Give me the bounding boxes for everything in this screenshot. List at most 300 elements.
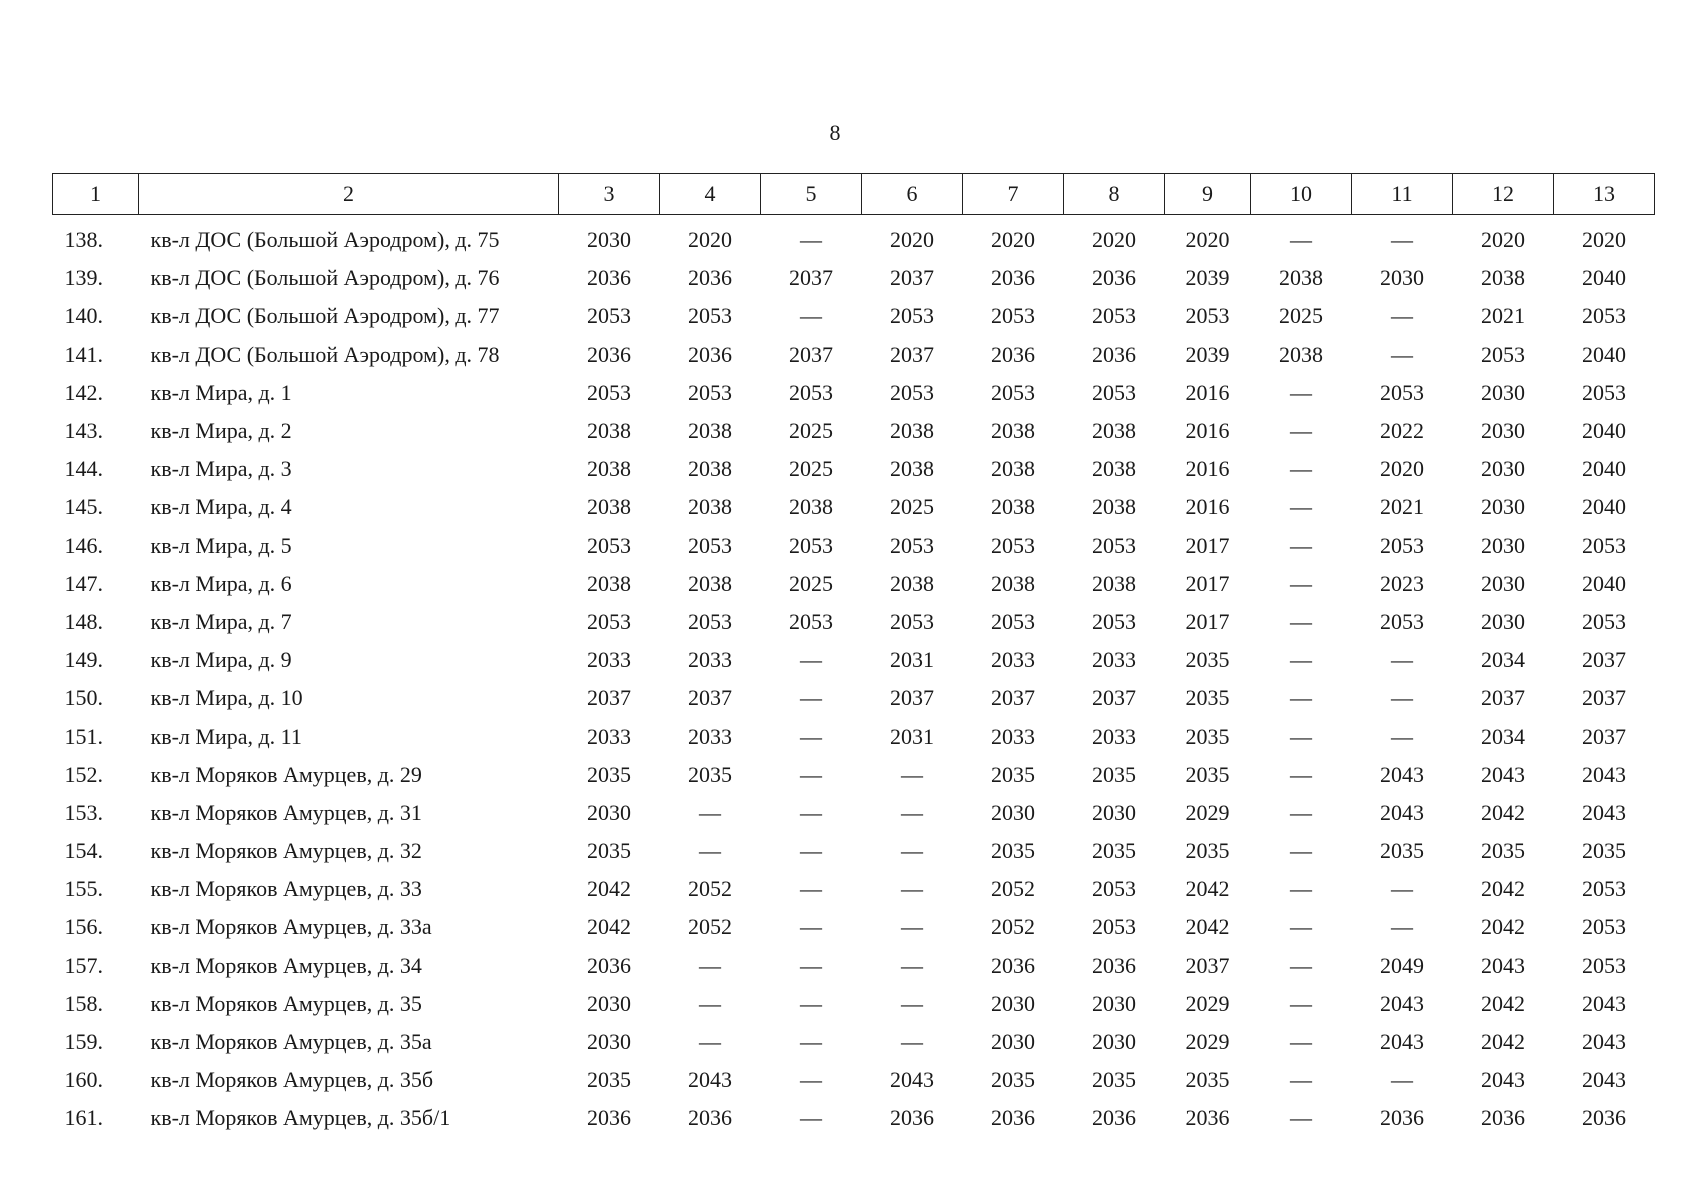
year-cell: 2052 [991,914,1035,940]
address-cell: кв-л Мира, д. 11 [150,723,302,749]
year-cell: 2030 [1481,456,1525,482]
year-cell: 2035 [1185,647,1230,673]
year-cell: 2030 [1092,799,1136,825]
year-cell: 2052 [688,876,732,902]
year-cell: — [1290,990,1312,1016]
year-cell: 2025 [789,456,833,482]
year-cell: 2036 [1481,1105,1525,1131]
year-cell: 2040 [1582,494,1626,520]
year-cell: 2035 [1185,685,1230,711]
year-cell: 2053 [688,608,732,634]
address-cell: кв-л Моряков Амурцев, д. 35б/1 [150,1105,451,1131]
year-cell: 2039 [1185,265,1230,291]
year-cell: 2053 [587,379,631,405]
year-cell: 2042 [1185,876,1230,902]
year-cell: — [1290,723,1312,749]
year-cell: 2053 [688,303,732,329]
year-cell: 2033 [1092,647,1136,673]
year-cell: 2053 [1185,303,1230,329]
column-header: 8 [1064,174,1165,215]
year-cell: 2036 [688,265,732,291]
year-cell: 2053 [890,303,934,329]
year-cell: — [800,799,822,825]
column-header: 7 [963,174,1064,215]
year-cell: — [1290,227,1312,253]
year-cell: 2043 [688,1067,732,1093]
year-cell: 2036 [1185,1105,1230,1131]
year-cell: 2020 [688,227,732,253]
address-cell: кв-л Моряков Амурцев, д. 34 [150,952,422,978]
address-cell: кв-л Моряков Амурцев, д. 29 [150,761,422,787]
row-number: 153. [64,799,103,825]
year-cell: 2053 [587,532,631,558]
year-cell: — [1290,418,1312,444]
year-cell: — [901,761,923,787]
year-cell: 2053 [789,532,833,558]
year-cell: 2030 [1481,418,1525,444]
table-row [53,1099,1655,1137]
year-cell: — [1391,685,1413,711]
year-cell: 2020 [1380,456,1424,482]
year-cell: 2053 [1582,876,1626,902]
year-cell: 2029 [1185,1029,1230,1055]
year-cell: 2043 [1582,1067,1626,1093]
year-cell: 2030 [587,1029,631,1055]
year-cell: 2053 [1481,341,1525,367]
row-number: 148. [64,608,103,634]
year-cell: 2038 [1279,265,1323,291]
year-cell: 2033 [1092,723,1136,749]
header-row [53,174,1655,215]
row-number: 155. [64,876,103,902]
year-cell: 2036 [991,952,1035,978]
year-cell: 2052 [991,876,1035,902]
year-cell: 2035 [1582,838,1626,864]
column-header: 9 [1165,174,1251,215]
year-cell: 2040 [1582,418,1626,444]
column-header: 10 [1251,174,1352,215]
column-header: 5 [761,174,862,215]
year-cell: 2035 [1380,838,1424,864]
year-cell: — [1290,456,1312,482]
year-cell: 2035 [1185,1067,1230,1093]
year-cell: — [1290,494,1312,520]
table-row [53,603,1655,641]
year-cell: 2035 [1092,761,1136,787]
year-cell: — [1290,838,1312,864]
table-row [53,832,1655,870]
year-cell: 2038 [587,456,631,482]
year-cell: 2033 [688,647,732,673]
table-row [53,1023,1655,1061]
year-cell: — [1290,761,1312,787]
year-cell: 2038 [1279,341,1323,367]
year-cell: 2053 [1582,952,1626,978]
year-cell: — [800,1029,822,1055]
address-cell: кв-л Моряков Амурцев, д. 35а [150,1029,432,1055]
year-cell: 2042 [1481,876,1525,902]
year-cell: 2037 [587,685,631,711]
year-cell: 2053 [1092,532,1136,558]
year-cell: 2016 [1185,379,1230,405]
row-number: 139. [64,265,103,291]
page-number: 8 [829,120,841,145]
year-cell: 2053 [1582,379,1626,405]
address-cell: кв-л Мира, д. 2 [150,418,292,444]
year-cell: 2036 [1092,265,1136,291]
row-number: 157. [64,952,103,978]
year-cell: — [901,876,923,902]
year-cell: 2043 [1481,761,1525,787]
year-cell: 2035 [1092,1067,1136,1093]
row-number: 161. [64,1105,103,1131]
row-number: 145. [64,494,103,520]
year-cell: — [1391,1067,1413,1093]
year-cell: — [699,799,721,825]
year-cell: 2043 [890,1067,934,1093]
table-row [53,297,1655,335]
table-row [53,215,1655,260]
year-cell: 2031 [890,723,934,749]
address-cell: кв-л ДОС (Большой Аэродром), д. 75 [150,227,500,253]
year-cell: — [699,1029,721,1055]
year-cell: 2053 [991,608,1035,634]
year-cell: 2036 [991,341,1035,367]
year-cell: — [800,1105,822,1131]
table-row [53,527,1655,565]
year-cell: 2033 [587,647,631,673]
year-cell: 2040 [1582,341,1626,367]
row-number: 156. [64,914,103,940]
year-cell: 2053 [587,303,631,329]
table-row [53,679,1655,717]
year-cell: 2042 [1185,914,1230,940]
year-cell: 2037 [1092,685,1136,711]
year-cell: 2037 [789,341,833,367]
year-cell: 2053 [789,379,833,405]
year-cell: 2037 [1185,952,1230,978]
year-cell: 2035 [991,838,1035,864]
year-cell: 2053 [890,608,934,634]
address-cell: кв-л Мира, д. 4 [150,494,292,520]
year-cell: 2034 [1481,723,1525,749]
year-cell: 2030 [1481,494,1525,520]
table-row [53,565,1655,603]
year-cell: 2038 [991,494,1035,520]
year-cell: 2053 [991,532,1035,558]
year-cell: 2035 [991,761,1035,787]
address-cell: кв-л Мира, д. 1 [150,379,292,405]
year-cell: 2035 [587,838,631,864]
year-cell: 2030 [991,990,1035,1016]
row-number: 151. [64,723,103,749]
year-cell: 2043 [1380,761,1424,787]
year-cell: 2053 [1380,532,1424,558]
year-cell: 2038 [1092,456,1136,482]
year-cell: 2038 [1092,494,1136,520]
year-cell: 2040 [1582,456,1626,482]
year-cell: 2043 [1582,990,1626,1016]
year-cell: 2042 [1481,1029,1525,1055]
year-cell: — [800,723,822,749]
table-header [53,174,1655,215]
table-row [53,870,1655,908]
year-cell: — [1290,1067,1312,1093]
year-cell: 2037 [890,265,934,291]
year-cell: 2033 [991,723,1035,749]
year-cell: 2020 [991,227,1035,253]
row-number: 138. [64,227,103,253]
year-cell: 2020 [890,227,934,253]
year-cell: 2034 [1481,647,1525,673]
year-cell: 2038 [890,456,934,482]
year-cell: 2037 [1582,647,1626,673]
year-cell: 2042 [587,914,631,940]
schedule-table [52,173,1655,1138]
year-cell: — [1290,379,1312,405]
row-number: 140. [64,303,103,329]
year-cell: 2036 [587,265,631,291]
row-number: 160. [64,1067,103,1093]
year-cell: 2017 [1185,570,1230,596]
year-cell: 2035 [1185,838,1230,864]
row-number: 141. [64,341,103,367]
year-cell: 2038 [890,418,934,444]
year-cell: 2036 [688,341,732,367]
year-cell: 2038 [1092,570,1136,596]
address-cell: кв-л Мира, д. 5 [150,532,292,558]
year-cell: 2033 [991,647,1035,673]
year-cell: 2036 [991,1105,1035,1131]
year-cell: — [800,303,822,329]
year-cell: 2035 [587,761,631,787]
year-cell: 2036 [587,952,631,978]
year-cell: 2035 [688,761,732,787]
year-cell: 2043 [1582,1029,1626,1055]
year-cell: 2031 [890,647,934,673]
year-cell: 2025 [789,418,833,444]
table-row [53,374,1655,412]
year-cell: 2052 [688,914,732,940]
year-cell: 2035 [587,1067,631,1093]
year-cell: 2040 [1582,570,1626,596]
year-cell: — [1290,799,1312,825]
year-cell: 2036 [1582,1105,1626,1131]
table-row [53,488,1655,526]
year-cell: 2030 [1481,608,1525,634]
year-cell: — [800,838,822,864]
year-cell: — [901,914,923,940]
year-cell: 2037 [1582,685,1626,711]
year-cell: — [800,990,822,1016]
year-cell: 2037 [991,685,1035,711]
year-cell: 2038 [587,570,631,596]
year-cell: 2037 [789,265,833,291]
table-row [53,908,1655,946]
year-cell: 2053 [1092,876,1136,902]
year-cell: 2021 [1380,494,1424,520]
year-cell: 2035 [991,1067,1035,1093]
year-cell: 2043 [1481,1067,1525,1093]
table-row [53,336,1655,374]
year-cell: 2022 [1380,418,1424,444]
table-row [53,947,1655,985]
column-header: 2 [139,174,559,215]
year-cell: — [1290,1029,1312,1055]
year-cell: 2036 [1092,952,1136,978]
year-cell: 2038 [890,570,934,596]
column-header: 1 [53,174,139,215]
year-cell: 2053 [688,379,732,405]
row-number: 159. [64,1029,103,1055]
year-cell: 2038 [688,570,732,596]
year-cell: 2043 [1380,1029,1424,1055]
year-cell: 2042 [1481,799,1525,825]
year-cell: 2030 [587,799,631,825]
year-cell: — [901,838,923,864]
year-cell: 2038 [688,456,732,482]
address-cell: кв-л Моряков Амурцев, д. 33 [150,876,422,902]
year-cell: — [800,227,822,253]
year-cell: — [1391,303,1413,329]
year-cell: 2016 [1185,494,1230,520]
year-cell: 2021 [1481,303,1525,329]
year-cell: 2043 [1582,761,1626,787]
year-cell: 2040 [1582,265,1626,291]
year-cell: 2043 [1582,799,1626,825]
year-cell: 2038 [789,494,833,520]
column-header: 12 [1453,174,1554,215]
year-cell: 2029 [1185,990,1230,1016]
year-cell: — [901,799,923,825]
year-cell: 2030 [1481,532,1525,558]
year-cell: — [1391,647,1413,673]
year-cell: 2049 [1380,952,1424,978]
table-row [53,717,1655,755]
year-cell: 2017 [1185,608,1230,634]
year-cell: — [699,990,721,1016]
column-header: 11 [1352,174,1453,215]
year-cell: 2016 [1185,418,1230,444]
year-cell: 2037 [890,685,934,711]
row-number: 143. [64,418,103,444]
table-row [53,985,1655,1023]
year-cell: — [1290,1105,1312,1131]
year-cell: 2036 [1092,341,1136,367]
year-cell: 2053 [1092,608,1136,634]
year-cell: 2030 [587,227,631,253]
year-cell: 2038 [991,570,1035,596]
year-cell: 2035 [1185,723,1230,749]
year-cell: — [1290,608,1312,634]
year-cell: 2053 [1582,608,1626,634]
year-cell: — [1290,685,1312,711]
year-cell: 2030 [991,799,1035,825]
row-number: 142. [64,379,103,405]
year-cell: 2053 [1092,303,1136,329]
row-number: 146. [64,532,103,558]
year-cell: 2037 [1481,685,1525,711]
year-cell: 2053 [1092,914,1136,940]
year-cell: 2038 [587,418,631,444]
address-cell: кв-л Моряков Амурцев, д. 31 [150,799,422,825]
year-cell: 2053 [688,532,732,558]
year-cell: — [1391,723,1413,749]
year-cell: 2042 [1481,914,1525,940]
year-cell: 2035 [1481,838,1525,864]
year-cell: 2030 [1481,379,1525,405]
year-cell: 2036 [1380,1105,1424,1131]
year-cell: — [800,1067,822,1093]
address-cell: кв-л Мира, д. 6 [150,570,292,596]
year-cell: 2020 [1582,227,1626,253]
year-cell: 2035 [1185,761,1230,787]
year-cell: 2038 [991,456,1035,482]
year-cell: — [699,838,721,864]
table-row [53,1061,1655,1099]
table-row [53,794,1655,832]
year-cell: 2043 [1380,990,1424,1016]
year-cell: 2038 [1092,418,1136,444]
year-cell: — [800,761,822,787]
address-cell: кв-л ДОС (Большой Аэродром), д. 78 [150,341,500,367]
address-cell: кв-л Моряков Амурцев, д. 35 [150,990,422,1016]
row-number: 147. [64,570,103,596]
year-cell: 2033 [688,723,732,749]
year-cell: — [901,1029,923,1055]
table-row [53,450,1655,488]
year-cell: 2037 [1582,723,1626,749]
table-row [53,756,1655,794]
year-cell: — [699,952,721,978]
year-cell: 2042 [587,876,631,902]
year-cell: — [800,647,822,673]
year-cell: 2038 [688,494,732,520]
year-cell: 2036 [688,1105,732,1131]
row-number: 154. [64,838,103,864]
year-cell: — [1290,647,1312,673]
row-number: 150. [64,685,103,711]
year-cell: 2053 [991,379,1035,405]
address-cell: кв-л Мира, д. 7 [150,608,292,634]
year-cell: 2053 [1582,532,1626,558]
year-cell: 2037 [890,341,934,367]
year-cell: 2038 [1481,265,1525,291]
row-number: 144. [64,456,103,482]
year-cell: 2043 [1481,952,1525,978]
year-cell: — [1290,952,1312,978]
address-cell: кв-л ДОС (Большой Аэродром), д. 77 [150,303,500,329]
year-cell: — [1290,914,1312,940]
address-cell: кв-л Моряков Амурцев, д. 33а [150,914,432,940]
year-cell: 2025 [890,494,934,520]
year-cell: 2053 [1092,379,1136,405]
year-cell: 2020 [1185,227,1230,253]
year-cell: 2029 [1185,799,1230,825]
year-cell: 2035 [1092,838,1136,864]
year-cell: — [800,685,822,711]
table-row [53,259,1655,297]
year-cell: 2053 [587,608,631,634]
year-cell: — [1290,532,1312,558]
year-cell: 2053 [789,608,833,634]
year-cell: 2053 [1582,303,1626,329]
year-cell: — [800,876,822,902]
address-cell: кв-л ДОС (Большой Аэродром), д. 76 [150,265,500,291]
address-cell: кв-л Мира, д. 3 [150,456,292,482]
address-cell: кв-л Мира, д. 10 [150,685,303,711]
year-cell: 2036 [587,341,631,367]
